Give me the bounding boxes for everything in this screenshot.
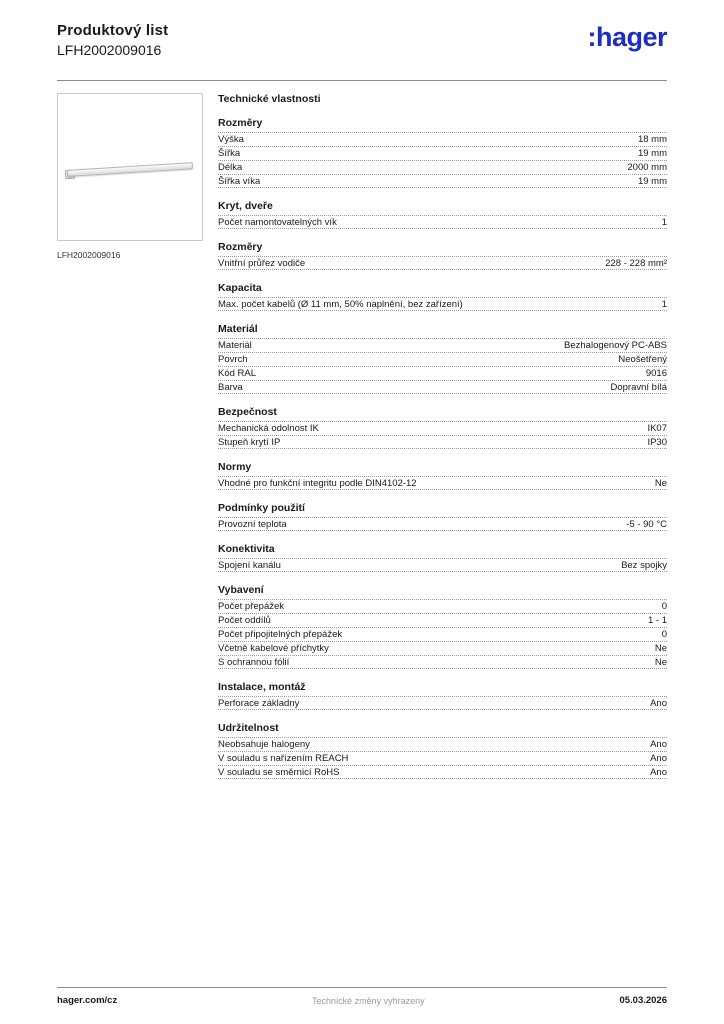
spec-value: 228 - 228 mm² (605, 257, 667, 269)
spec-value: Ano (650, 766, 667, 778)
spec-row (218, 641, 667, 655)
spec-value: 9016 (645, 368, 667, 379)
section-title: Instalace, montáž (218, 681, 306, 693)
section-title: Bezpečnost (218, 406, 277, 418)
spec-row (218, 696, 667, 710)
section-rows (218, 737, 667, 779)
spec-row (218, 435, 667, 449)
spec-row (218, 297, 667, 311)
spec-value: Neošetřený (618, 354, 667, 365)
spec-value: 1 - 1 (647, 615, 667, 626)
spec-label: Vnitřní průřez vodiče (218, 257, 306, 269)
spec-row (218, 627, 667, 641)
spec-value: IP30 (647, 436, 667, 448)
section-rows (218, 558, 667, 572)
product-image (57, 93, 203, 241)
product-image-column (57, 93, 203, 779)
spec-label: V souladu s nařízením REACH (218, 753, 349, 764)
profile-bar-shape (67, 162, 193, 177)
spec-value: 1 (661, 216, 667, 228)
section-title: Rozměry (218, 241, 263, 253)
section-title: Podmínky použití (218, 502, 305, 514)
spec-label: Počet přepážek (218, 601, 285, 612)
footer-disclaimer: Technické změny vyhrazeny (312, 995, 425, 1006)
spec-label: V souladu se směrnicí RoHS (218, 766, 340, 778)
section-title: Materiál (218, 323, 258, 335)
spec-value: 19 mm (637, 148, 667, 159)
section-rows (218, 421, 667, 449)
spec-label: Perforace základny (218, 697, 300, 709)
spec-label: S ochrannou fólií (218, 656, 290, 668)
section-rows (218, 338, 667, 394)
spec-row (218, 765, 667, 779)
spec-row (218, 558, 667, 572)
section-rows (218, 599, 667, 669)
spec-label: Počet namontovatelných vík (218, 216, 337, 228)
footer-row (57, 995, 667, 1006)
spec-row (218, 476, 667, 490)
header-divider (57, 80, 667, 81)
spec-row (218, 655, 667, 669)
spec-value: 2000 mm (627, 162, 667, 173)
spec-value: Bez spojky (621, 559, 667, 571)
spec-row (218, 352, 667, 366)
spec-value: Ano (650, 697, 667, 709)
section-rows (218, 132, 667, 188)
spec-label: Včetně kabelové příchytky (218, 643, 329, 654)
spec-row (218, 737, 667, 751)
spec-label: Délka (218, 162, 243, 173)
spec-sections (218, 117, 667, 779)
header (57, 22, 667, 58)
spec-row (218, 160, 667, 174)
spec-row (218, 132, 667, 146)
spec-label: Vhodné pro funkční integritu podle DIN4102-12 (218, 477, 417, 489)
spec-row (218, 517, 667, 531)
spec-row (218, 366, 667, 380)
spec-value: Ano (650, 739, 667, 750)
section-rows (218, 215, 667, 229)
footer (57, 987, 667, 1006)
spec-value: Ano (650, 753, 667, 764)
section-title: Rozměry (218, 117, 263, 129)
spec-value: Dopravní bílá (610, 381, 667, 393)
spec-label: Stupeň krytí IP (218, 436, 281, 448)
spec-row (218, 599, 667, 613)
spec-row (218, 380, 667, 394)
spec-column (218, 93, 667, 779)
section-rows (218, 256, 667, 270)
spec-label: Materiál (218, 340, 252, 351)
spec-row (218, 256, 667, 270)
spec-row (218, 613, 667, 627)
content (57, 93, 667, 779)
spec-label: Neobsahuje halogeny (218, 739, 310, 750)
spec-row (218, 215, 667, 229)
section-title: Normy (218, 461, 252, 473)
spec-label: Počet připojitelných přepážek (218, 629, 343, 640)
spec-value: -5 - 90 °C (626, 518, 667, 530)
header-titles (57, 22, 168, 58)
spec-label: Výška (218, 134, 244, 145)
spec-value: Ne (654, 477, 667, 489)
spec-label: Provozní teplota (218, 518, 287, 530)
spec-row (218, 174, 667, 188)
section-title: Vybavení (218, 584, 264, 596)
spec-row (218, 751, 667, 765)
spec-value: 0 (661, 629, 667, 640)
section-rows (218, 476, 667, 490)
spec-row (218, 338, 667, 352)
spec-heading: Technické vlastnosti (218, 93, 321, 105)
spec-value: 18 mm (637, 134, 667, 145)
spec-label: Povrch (218, 354, 248, 365)
section-rows (218, 297, 667, 311)
page-title: Produktový list (57, 22, 169, 39)
spec-value: 0 (661, 601, 667, 612)
footer-website-link[interactable]: hager.com/cz (57, 995, 118, 1006)
product-image-caption: LFH2002009016 (57, 250, 121, 260)
spec-value: Bezhalogenový PC-ABS (564, 340, 667, 351)
product-code: LFH2002009016 (57, 42, 162, 58)
spec-label: Barva (218, 381, 243, 393)
spec-row (218, 421, 667, 435)
section-rows (218, 696, 667, 710)
spec-value: Ne (654, 656, 667, 668)
section-title: Udržitelnost (218, 722, 279, 734)
section-title: Kapacita (218, 282, 262, 294)
hager-logo: :hager (587, 22, 667, 52)
spec-label: Mechanická odolnost IK (218, 423, 319, 434)
section-title: Konektivita (218, 543, 275, 555)
spec-label: Počet oddílů (218, 615, 271, 626)
spec-value: IK07 (647, 423, 667, 434)
section-title: Kryt, dveře (218, 200, 273, 212)
footer-date: 05.03.2026 (619, 995, 667, 1006)
spec-label: Max. počet kabelů (Ø 11 mm, 50% naplnění, bez zařízení) (218, 298, 463, 310)
footer-divider (57, 987, 667, 988)
spec-value: 19 mm (637, 175, 667, 187)
section-rows (218, 517, 667, 531)
spec-value: Ne (654, 643, 667, 654)
spec-label: Kód RAL (218, 368, 257, 379)
spec-label: Spojení kanálu (218, 559, 281, 571)
spec-label: Šířka víka (218, 175, 261, 187)
spec-value: 1 (661, 298, 667, 310)
spec-row (218, 146, 667, 160)
spec-label: Šířka (218, 148, 241, 159)
